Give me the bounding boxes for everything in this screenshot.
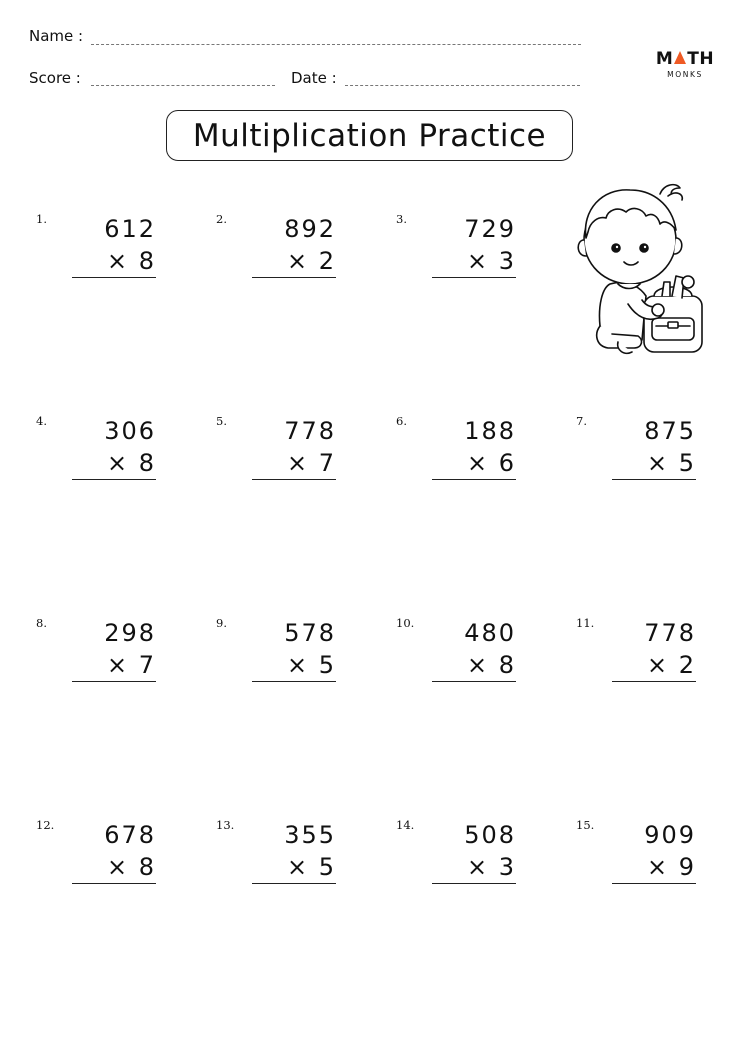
multiplier: × 7 bbox=[286, 449, 336, 477]
multiplicand: 612 bbox=[104, 215, 156, 243]
multiplier: × 9 bbox=[646, 853, 696, 881]
problem-11 bbox=[576, 616, 696, 696]
multiplicand: 909 bbox=[644, 821, 696, 849]
problem-2 bbox=[216, 212, 336, 292]
answer-line[interactable] bbox=[72, 479, 156, 480]
problem-number: 11. bbox=[576, 616, 595, 630]
problem-13 bbox=[216, 818, 336, 898]
multiplier: × 2 bbox=[286, 247, 336, 275]
answer-line[interactable] bbox=[432, 883, 516, 884]
score-field[interactable] bbox=[91, 85, 275, 86]
logo-triangle-icon bbox=[674, 51, 686, 64]
multiplicand: 578 bbox=[284, 619, 336, 647]
math-monks-logo bbox=[654, 50, 716, 80]
multiplicand: 355 bbox=[284, 821, 336, 849]
score-label: Score : bbox=[29, 69, 81, 87]
multiplicand: 480 bbox=[464, 619, 516, 647]
problem-number: 4. bbox=[36, 414, 47, 428]
problem-number: 5. bbox=[216, 414, 227, 428]
problem-number: 2. bbox=[216, 212, 227, 226]
name-label: Name : bbox=[29, 27, 84, 45]
answer-line[interactable] bbox=[612, 681, 696, 682]
problem-number: 7. bbox=[576, 414, 587, 428]
multiplier: × 3 bbox=[466, 247, 516, 275]
multiplier: × 8 bbox=[106, 247, 156, 275]
problem-1 bbox=[36, 212, 156, 292]
answer-line[interactable] bbox=[612, 479, 696, 480]
answer-line[interactable] bbox=[432, 277, 516, 278]
multiplicand: 508 bbox=[464, 821, 516, 849]
multiplicand: 306 bbox=[104, 417, 156, 445]
multiplicand: 778 bbox=[284, 417, 336, 445]
multiplicand: 678 bbox=[104, 821, 156, 849]
problem-15 bbox=[576, 818, 696, 898]
answer-line[interactable] bbox=[252, 479, 336, 480]
multiplicand: 188 bbox=[464, 417, 516, 445]
problem-number: 6. bbox=[396, 414, 407, 428]
problem-number: 10. bbox=[396, 616, 415, 630]
answer-line[interactable] bbox=[72, 277, 156, 278]
answer-line[interactable] bbox=[612, 883, 696, 884]
answer-line[interactable] bbox=[252, 681, 336, 682]
multiplier: × 6 bbox=[466, 449, 516, 477]
multiplicand: 298 bbox=[104, 619, 156, 647]
problem-14 bbox=[396, 818, 516, 898]
logo-subtitle: MONKS bbox=[667, 70, 703, 79]
kid-with-backpack-illustration bbox=[572, 176, 712, 358]
multiplier: × 8 bbox=[466, 651, 516, 679]
problem-12 bbox=[36, 818, 156, 898]
problem-6 bbox=[396, 414, 516, 494]
problem-4 bbox=[36, 414, 156, 494]
problem-10 bbox=[396, 616, 516, 696]
problem-9 bbox=[216, 616, 336, 696]
answer-line[interactable] bbox=[432, 479, 516, 480]
problem-number: 13. bbox=[216, 818, 235, 832]
multiplicand: 892 bbox=[284, 215, 336, 243]
problem-8 bbox=[36, 616, 156, 696]
problem-7 bbox=[576, 414, 696, 494]
problem-number: 15. bbox=[576, 818, 595, 832]
answer-line[interactable] bbox=[252, 883, 336, 884]
page-title: Multiplication Practice bbox=[192, 117, 547, 154]
multiplier: × 5 bbox=[286, 651, 336, 679]
multiplier: × 3 bbox=[466, 853, 516, 881]
problem-number: 9. bbox=[216, 616, 227, 630]
logo-letter-m: M bbox=[655, 49, 674, 69]
answer-line[interactable] bbox=[72, 681, 156, 682]
multiplicand: 875 bbox=[644, 417, 696, 445]
multiplicand: 729 bbox=[464, 215, 516, 243]
problem-5 bbox=[216, 414, 336, 494]
multiplier: × 5 bbox=[286, 853, 336, 881]
multiplicand: 778 bbox=[644, 619, 696, 647]
problem-number: 12. bbox=[36, 818, 55, 832]
multiplier: × 8 bbox=[106, 449, 156, 477]
problem-number: 14. bbox=[396, 818, 415, 832]
title-box bbox=[166, 110, 573, 161]
answer-line[interactable] bbox=[252, 277, 336, 278]
logo-letters-th: TH bbox=[687, 49, 715, 69]
problem-3 bbox=[396, 212, 516, 292]
problem-number: 1. bbox=[36, 212, 47, 226]
name-field[interactable] bbox=[91, 44, 581, 45]
multiplier: × 5 bbox=[646, 449, 696, 477]
answer-line[interactable] bbox=[72, 883, 156, 884]
multiplier: × 7 bbox=[106, 651, 156, 679]
problem-number: 3. bbox=[396, 212, 407, 226]
date-field[interactable] bbox=[345, 85, 580, 86]
problem-number: 8. bbox=[36, 616, 47, 630]
answer-line[interactable] bbox=[432, 681, 516, 682]
multiplier: × 8 bbox=[106, 853, 156, 881]
date-label: Date : bbox=[291, 69, 337, 87]
multiplier: × 2 bbox=[646, 651, 696, 679]
